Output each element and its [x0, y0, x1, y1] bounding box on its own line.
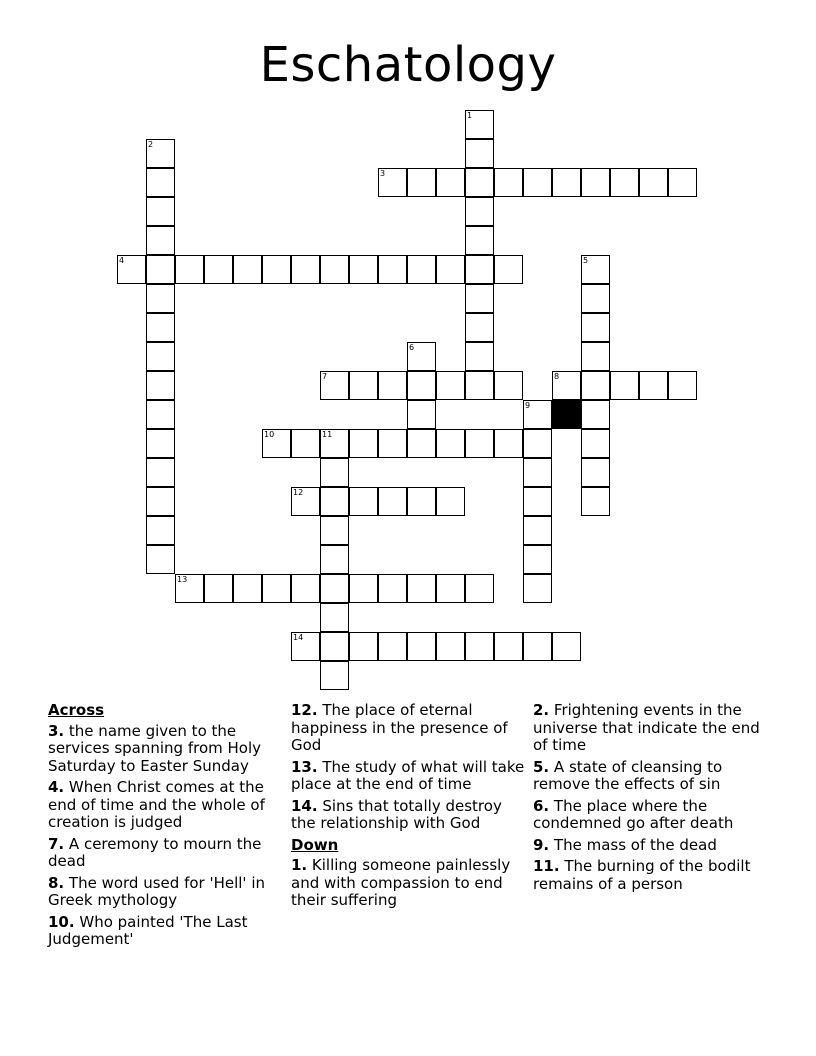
down-heading: Down — [291, 835, 339, 854]
clue-across-4[interactable] — [48, 779, 280, 832]
grid-cell[interactable] — [494, 255, 523, 284]
clue-number: 5. — [533, 757, 550, 776]
grid-cell[interactable] — [320, 255, 349, 284]
grid-cell[interactable] — [436, 632, 465, 661]
grid-cell[interactable] — [465, 429, 494, 458]
grid-cell[interactable] — [436, 255, 465, 284]
grid-cell[interactable] — [436, 371, 465, 400]
grid-cell[interactable] — [523, 429, 552, 458]
clue-down-5[interactable] — [533, 759, 763, 794]
grid-cell[interactable] — [407, 632, 436, 661]
grid-cell[interactable] — [146, 313, 175, 342]
grid-cell[interactable] — [378, 371, 407, 400]
clue-number: 2. — [533, 701, 550, 719]
grid-cell[interactable] — [146, 400, 175, 429]
cell-number: 8 — [554, 372, 560, 381]
clue-text: The burning of the bodilt remains of a person — [533, 857, 751, 893]
grid-cell[interactable] — [320, 487, 349, 516]
cell-number: 4 — [119, 256, 125, 265]
grid-cell[interactable] — [523, 574, 552, 603]
grid-cell[interactable] — [465, 313, 494, 342]
grid-cell[interactable] — [552, 632, 581, 661]
grid-cell[interactable] — [146, 197, 175, 226]
grid-cell[interactable] — [146, 545, 175, 574]
grid-cell[interactable] — [465, 371, 494, 400]
grid-cell[interactable] — [407, 342, 436, 371]
grid-cell[interactable] — [639, 168, 668, 197]
cell-number: 1 — [467, 111, 473, 120]
clue-number: 6. — [533, 796, 550, 815]
clue-number: 3. — [48, 721, 65, 740]
cell-number: 3 — [380, 169, 386, 178]
grid-cell[interactable] — [320, 458, 349, 487]
cell-number: 7 — [322, 372, 328, 381]
clues-column-1 — [48, 702, 280, 953]
grid-cell[interactable] — [581, 487, 610, 516]
grid-cell[interactable] — [291, 574, 320, 603]
grid-cell[interactable] — [407, 400, 436, 429]
clue-text: The study of what will take place at the end of time — [291, 757, 525, 793]
cell-number: 13 — [177, 575, 188, 584]
clue-text: Who painted 'The Last Judgement' — [48, 912, 248, 948]
grid-cell[interactable] — [146, 516, 175, 545]
black-cell — [552, 400, 581, 429]
clue-number: 7. — [48, 834, 65, 853]
grid-cell[interactable] — [465, 226, 494, 255]
grid-cell[interactable] — [378, 255, 407, 284]
grid-cell[interactable] — [291, 429, 320, 458]
grid-cell[interactable] — [175, 255, 204, 284]
clue-down-6[interactable] — [533, 798, 763, 833]
grid-cell[interactable] — [668, 168, 697, 197]
grid-cell[interactable] — [349, 429, 378, 458]
grid-cell[interactable] — [465, 168, 494, 197]
grid-cell[interactable] — [581, 168, 610, 197]
clue-text: The place where the condemned go after death — [533, 796, 734, 832]
cell-number: 5 — [583, 256, 589, 265]
grid-cell[interactable] — [262, 429, 291, 458]
grid-cell[interactable] — [639, 371, 668, 400]
grid-cell[interactable] — [320, 661, 349, 690]
grid-cell[interactable] — [465, 255, 494, 284]
grid-cell[interactable] — [465, 632, 494, 661]
grid-cell[interactable] — [349, 632, 378, 661]
grid-cell[interactable] — [523, 487, 552, 516]
grid-cell[interactable] — [436, 429, 465, 458]
clue-number: 8. — [48, 873, 65, 892]
grid-cell[interactable] — [407, 487, 436, 516]
puzzle-title: Eschatology — [259, 37, 557, 93]
grid-cell[interactable] — [320, 603, 349, 632]
grid-cell[interactable] — [523, 516, 552, 545]
grid-cell[interactable] — [349, 487, 378, 516]
clue-across-10[interactable] — [48, 914, 280, 949]
clue-number: 1. — [291, 856, 308, 874]
clues-column-3 — [533, 702, 763, 897]
grid-cell[interactable] — [523, 632, 552, 661]
clue-text: A state of cleansing to remove the effects of sin — [533, 757, 723, 793]
clue-across-3[interactable] — [48, 723, 280, 776]
grid-cell[interactable] — [581, 313, 610, 342]
cell-number: 6 — [409, 343, 415, 352]
grid-cell[interactable] — [407, 371, 436, 400]
grid-cell[interactable] — [146, 168, 175, 197]
grid-cell[interactable] — [465, 197, 494, 226]
grid-cell[interactable] — [581, 284, 610, 313]
grid-cell[interactable] — [378, 168, 407, 197]
grid-cell[interactable] — [320, 516, 349, 545]
grid-cell[interactable] — [320, 545, 349, 574]
grid-cell[interactable] — [378, 632, 407, 661]
grid-cell[interactable] — [320, 371, 349, 400]
grid-cell[interactable] — [436, 168, 465, 197]
grid-cell[interactable] — [581, 429, 610, 458]
grid-cell[interactable] — [465, 110, 494, 139]
grid-cell[interactable] — [146, 487, 175, 516]
cell-number: 14 — [293, 633, 304, 642]
grid-cell[interactable] — [436, 574, 465, 603]
clue-number: 14. — [291, 796, 318, 815]
grid-cell[interactable] — [465, 342, 494, 371]
grid-cell[interactable] — [175, 574, 204, 603]
grid-cell[interactable] — [523, 458, 552, 487]
clue-text: Killing someone painlessly and with compassion to end their suffering — [291, 856, 511, 909]
grid-cell[interactable] — [494, 371, 523, 400]
grid-cell[interactable] — [349, 574, 378, 603]
clue-across-14[interactable] — [291, 798, 526, 833]
grid-cell[interactable] — [291, 632, 320, 661]
clue-number: 13. — [291, 757, 318, 776]
grid-cell[interactable] — [494, 168, 523, 197]
clue-number: 12. — [291, 701, 318, 719]
grid-cell[interactable] — [581, 400, 610, 429]
grid-cell[interactable] — [407, 429, 436, 458]
cell-number: 12 — [293, 488, 304, 497]
grid-cell[interactable] — [407, 168, 436, 197]
clue-number: 9. — [533, 835, 550, 854]
grid-cell[interactable] — [523, 400, 552, 429]
cell-number: 11 — [322, 430, 333, 439]
clue-number: 11. — [533, 857, 560, 875]
grid-cell[interactable] — [320, 429, 349, 458]
grid-cell[interactable] — [146, 458, 175, 487]
grid-cell[interactable] — [494, 429, 523, 458]
clue-down-2[interactable] — [533, 702, 763, 755]
clue-text: the name given to the services spanning from Holy Saturday to Easter Sunday — [48, 721, 261, 775]
grid-cell[interactable] — [146, 226, 175, 255]
clue-text: When Christ comes at the end of time and the whole of creation is judged — [48, 778, 265, 831]
grid-cell[interactable] — [146, 255, 175, 284]
grid-cell[interactable] — [581, 458, 610, 487]
grid-cell[interactable] — [465, 284, 494, 313]
grid-cell[interactable] — [552, 371, 581, 400]
grid-cell[interactable] — [146, 429, 175, 458]
grid-cell[interactable] — [349, 371, 378, 400]
grid-cell[interactable] — [233, 574, 262, 603]
grid-cell[interactable] — [465, 139, 494, 168]
grid-cell[interactable] — [407, 574, 436, 603]
grid-cell[interactable] — [610, 371, 639, 400]
clue-down-9[interactable] — [533, 837, 763, 855]
clue-text: Sins that totally destroy the relationship with God — [291, 796, 502, 832]
grid-cell[interactable] — [146, 371, 175, 400]
grid-cell[interactable] — [668, 371, 697, 400]
grid-cell[interactable] — [204, 574, 233, 603]
clue-text: A ceremony to mourn the dead — [48, 834, 262, 870]
clues-column-2 — [291, 702, 526, 914]
grid-cell[interactable] — [581, 255, 610, 284]
clue-across-12[interactable] — [291, 702, 526, 755]
clue-text: The word used for 'Hell' in Greek mythology — [48, 873, 265, 909]
clue-text: The place of eternal happiness in the presence of God — [291, 701, 508, 754]
clue-down-1[interactable] — [291, 857, 526, 910]
grid-cell[interactable] — [262, 574, 291, 603]
grid-cell[interactable] — [233, 255, 262, 284]
grid-cell[interactable] — [378, 574, 407, 603]
grid-cell[interactable] — [378, 487, 407, 516]
grid-cell[interactable] — [465, 574, 494, 603]
across-heading: Across — [48, 701, 105, 719]
grid-cell[interactable] — [349, 255, 378, 284]
grid-cell[interactable] — [436, 487, 465, 516]
grid-cell[interactable] — [291, 487, 320, 516]
clue-text: The mass of the dead — [553, 835, 717, 854]
grid-cell[interactable] — [146, 284, 175, 313]
grid-cell[interactable] — [320, 574, 349, 603]
grid-cell[interactable] — [523, 168, 552, 197]
clue-number: 4. — [48, 778, 65, 796]
grid-cell[interactable] — [117, 255, 146, 284]
grid-cell[interactable] — [581, 342, 610, 371]
grid-cell[interactable] — [378, 429, 407, 458]
clue-down-11[interactable] — [533, 858, 763, 893]
cell-number: 2 — [148, 140, 154, 149]
grid-cell[interactable] — [523, 545, 552, 574]
grid-cell[interactable] — [552, 168, 581, 197]
clue-number: 10. — [48, 912, 75, 931]
grid-cell[interactable] — [204, 255, 233, 284]
grid-cell[interactable] — [494, 632, 523, 661]
grid-cell[interactable] — [146, 139, 175, 168]
grid-cell[interactable] — [291, 255, 320, 284]
grid-cell[interactable] — [262, 255, 291, 284]
clue-across-13[interactable] — [291, 759, 526, 794]
clue-across-7[interactable] — [48, 836, 280, 871]
grid-cell[interactable] — [146, 342, 175, 371]
grid-cell[interactable] — [610, 168, 639, 197]
grid-cell[interactable] — [581, 371, 610, 400]
grid-cell[interactable] — [320, 632, 349, 661]
cell-number: 9 — [525, 401, 531, 410]
cell-number: 10 — [264, 430, 275, 439]
grid-cell[interactable] — [407, 255, 436, 284]
clue-across-8[interactable] — [48, 875, 280, 910]
clue-text: Frightening events in the universe that indicate the end of time — [533, 701, 760, 754]
